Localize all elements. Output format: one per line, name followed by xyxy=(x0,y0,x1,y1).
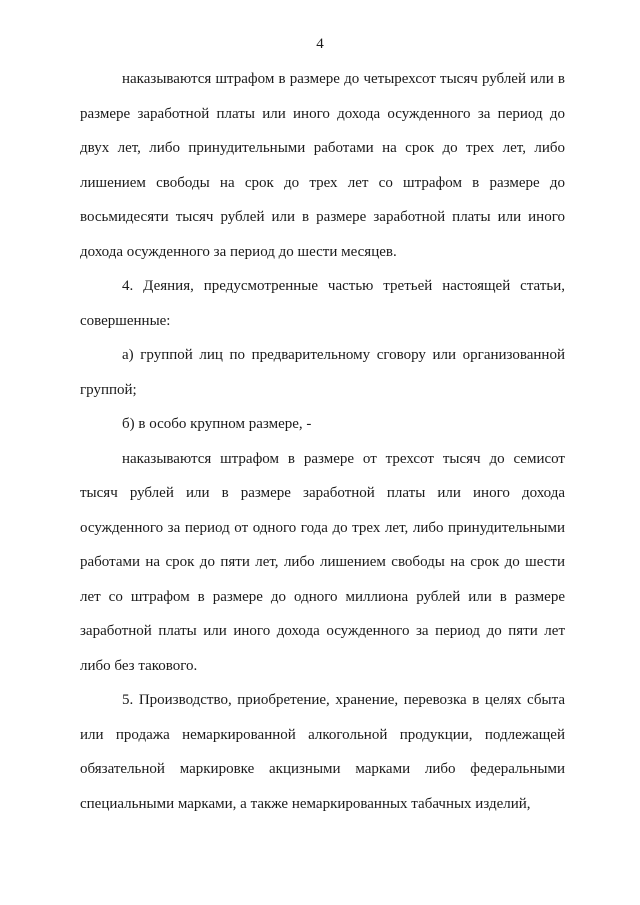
page-number: 4 xyxy=(316,36,324,52)
document-body xyxy=(80,62,565,821)
paragraph-penalty-part4: наказываются штрафом в размере от трехсот тысяч до семисот тысяч рублей или в размере заработной платы или иного дохода осужденного за период от одного года до трех лет, либо принудительными работами на срок до пяти лет, либо лишением свободы на срок до шести лет со штрафом в размере до одного миллиона рублей или в размере заработной платы или иного дохода осужденного за период до пяти лет либо без такового. xyxy=(80,450,565,674)
paragraph-part5: 5. Производство, приобретение, хранение, перевозка в целях сбыта или продажа немаркированной алкогольной продукции, подлежащей обязательной маркировке акцизными марками либо федеральными специальными марками, а также немаркированных табачных изделий, xyxy=(80,692,565,812)
paragraph-item-b: б) в особо крупном размере, - xyxy=(122,416,312,432)
paragraph-penalty-part3: наказываются штрафом в размере до четырехсот тысяч рублей или в размере заработной платы или иного дохода осужденного за период до двух лет, либо принудительными работами на срок до трех лет, либо лишением свободы на срок до трех лет со штрафом в размере до восьмидесяти тысяч рублей или в размере заработной платы или иного дохода осужденного за период до шести месяцев. xyxy=(80,71,565,260)
paragraph-part4-intro: 4. Деяния, предусмотренные частью третьей настоящей статьи, совершенные: xyxy=(80,278,565,329)
paragraph-item-a: а) группой лиц по предварительному сговору или организованной группой; xyxy=(80,347,565,398)
